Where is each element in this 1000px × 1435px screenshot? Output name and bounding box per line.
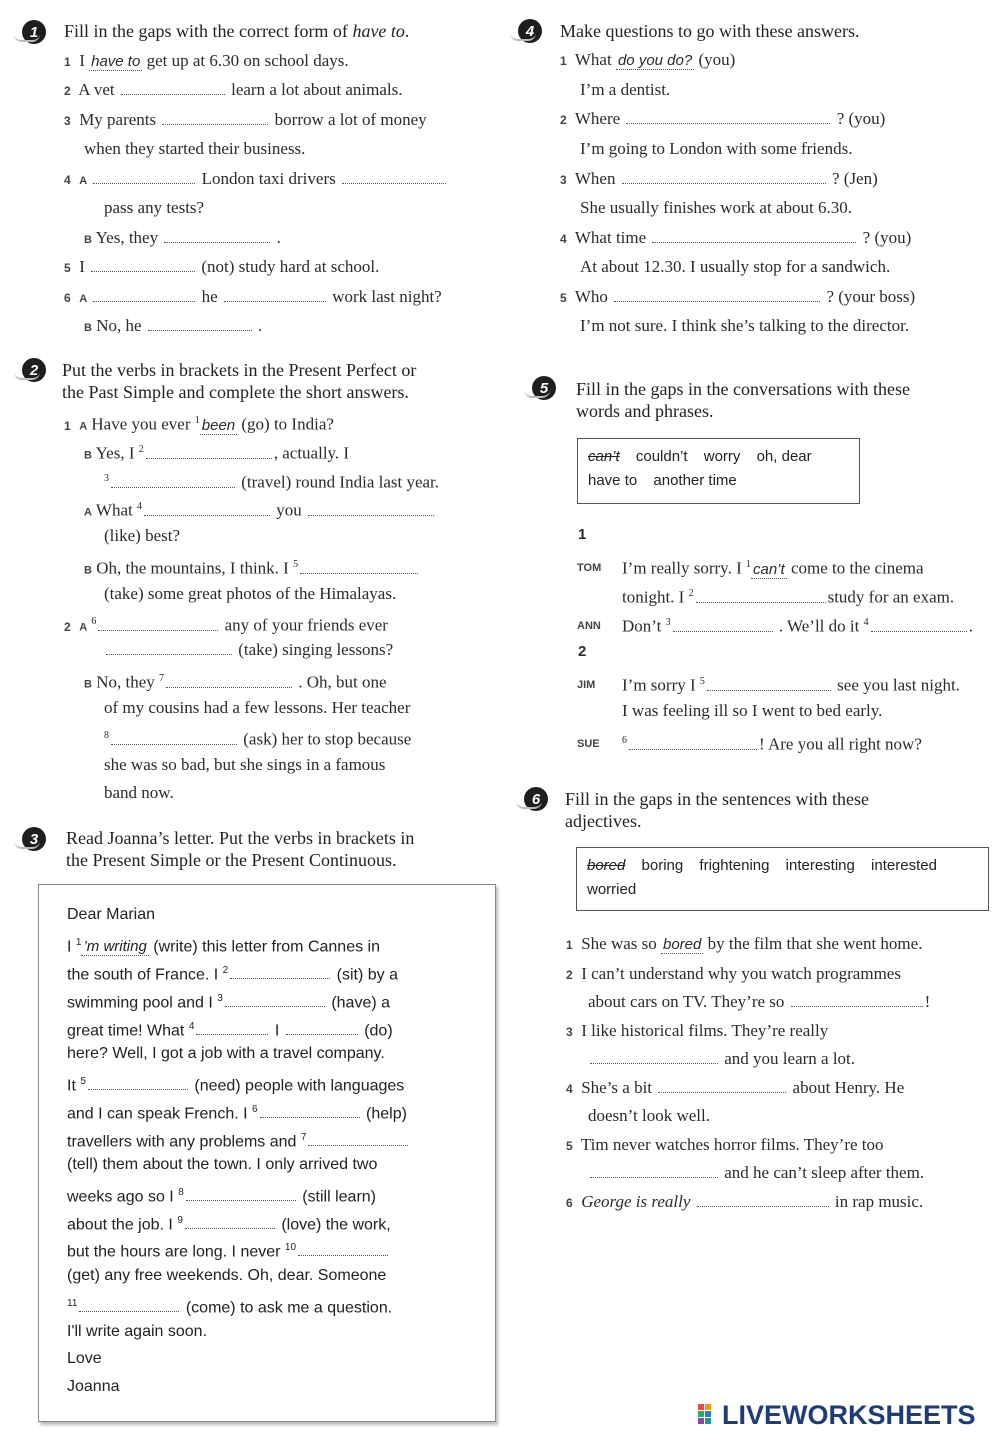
ex1-item-6a: 6 A he work last night? (64, 287, 442, 306)
answer-gap[interactable] (106, 640, 232, 655)
exercise-2-title: Put the verbs in brackets in the Present Perfect or the Past Simple and complete the short answers. (62, 360, 417, 402)
answer-gap[interactable] (93, 287, 195, 302)
word-option: worry (703, 448, 741, 465)
letter-line: here? Well, I got a job with a travel company. (67, 1045, 385, 1062)
ex1-item-6b: B No, he . (84, 316, 263, 335)
answer-gap[interactable] (658, 1078, 786, 1093)
answer-example: have to (91, 53, 141, 70)
ex6-s6: 6 George is really in rap music. (566, 1192, 924, 1211)
answer-gap[interactable] (707, 676, 831, 691)
ex5-j2: I was feeling ill so I went to bed early. (622, 701, 883, 720)
word-option: interesting (785, 857, 855, 874)
exercise-6-title: Fill in the gaps in the sentences with these adjectives. (565, 789, 869, 831)
answer-gap[interactable] (166, 673, 292, 688)
badge-swoosh (14, 372, 40, 380)
answer-gap[interactable] (791, 992, 923, 1007)
answer-gap[interactable] (308, 501, 434, 516)
ex6-s2: 2 I can’t understand why you watch programmes (566, 964, 901, 983)
letter-line: but the hours are long. I never $^{10}$ (67, 1238, 390, 1262)
badge-swoosh (510, 33, 536, 41)
letter-line: the south of France. I $^2$ (sit) by a (67, 965, 399, 984)
letter-line: I $^1$ ’m writing (write) this letter from Cannes in (67, 937, 380, 956)
letter-greeting: Dear Marian (67, 906, 156, 923)
answer-gap[interactable] (614, 287, 820, 302)
ex1-item-2: 2 A vet learn a lot about animals. (64, 80, 403, 99)
ex1-item-3: 3 My parents borrow a lot of money (64, 110, 427, 129)
liveworksheets-logo[interactable]: LIVEWORKSHEETS (722, 1400, 976, 1430)
word-option: another time (653, 472, 737, 489)
answer-gap[interactable] (111, 730, 237, 745)
ex6-s3-cont: and you learn a lot. (588, 1049, 855, 1069)
conversation-number: 1 (578, 526, 587, 543)
exercise-number-badge: 2 (22, 358, 46, 382)
ex5-n1: Don’t $^3$ . We’ll do it $^4$ . (622, 616, 973, 636)
exercise-1-title: Fill in the gaps with the correct form of have to. (64, 21, 410, 41)
word-option: worried (587, 881, 637, 898)
badge-swoosh (14, 34, 40, 42)
ex2-d1: 1 A Have you ever $^1$ been (go) to India? (64, 414, 334, 434)
ex2-e4: of my cousins had a few lessons. Her teacher (104, 698, 411, 717)
letter-line: great time! What $^4$ I (do) (67, 1021, 393, 1040)
ex6-s4-cont: doesn’t look well. (588, 1106, 710, 1125)
answer-gap[interactable] (185, 1214, 275, 1229)
exercise-number-badge: 1 (22, 20, 46, 44)
ex1-item-4a: 4 A London taxi drivers (64, 169, 448, 191)
answer-gap[interactable] (286, 1020, 358, 1035)
answer-gap[interactable] (144, 501, 270, 516)
answer-gap[interactable] (298, 1241, 388, 1256)
ex4-q5: 5 Who ? (your boss) (560, 287, 916, 306)
answer-gap[interactable] (590, 1163, 718, 1178)
ex2-d7: (take) some great photos of the Himalayas. (104, 584, 397, 603)
word-option: frightening (699, 857, 770, 874)
speaker-label: SUE (577, 738, 600, 750)
ex6-s1: 1 She was so bored by the film that she went home. (566, 934, 923, 953)
answer-gap[interactable] (93, 169, 195, 184)
ex4-a5: I’m not sure. I think she’s talking to the director. (580, 316, 910, 335)
answer-gap[interactable] (91, 257, 195, 272)
word-option: oh, dear (756, 448, 812, 465)
ex4-a2: I’m going to London with some friends. (580, 139, 853, 158)
ex6-s3: 3 I like historical films. They’re really (566, 1021, 829, 1040)
word-option: boring (641, 857, 684, 874)
answer-gap[interactable] (230, 964, 330, 979)
answer-gap[interactable] (626, 109, 830, 124)
ex5-s1: $^6$ ! Are you all right now? (622, 734, 922, 754)
answer-gap[interactable] (186, 1186, 296, 1201)
answer-gap[interactable] (590, 1049, 718, 1064)
ex2-e1: 2 A $^6$ any of your friends ever (64, 615, 388, 635)
ex6-s5-cont: and he can’t sleep after them. (588, 1163, 924, 1183)
answer-gap[interactable] (652, 228, 856, 243)
letter-line: swimming pool and I $^3$ (have) a (67, 993, 391, 1012)
answer-gap[interactable] (260, 1103, 360, 1118)
letter-line: and I can speak French. I $^6$ (help) (67, 1104, 407, 1123)
ex6-s2-cont: about cars on TV. They’re so ! (588, 992, 931, 1011)
letter-line: Love (67, 1350, 102, 1367)
letter-line: (get) any free weekends. Oh, dear. Someone (67, 1267, 387, 1284)
ex5-j1: I’m sorry I $^5$ see you last night. (622, 675, 960, 695)
letter-line: (tell) them about the town. I only arrived two (67, 1156, 378, 1173)
letter-line: I'll write again soon. (67, 1323, 208, 1340)
answer-gap[interactable] (88, 1075, 188, 1090)
ex1-item-1: 1 I have to get up at 6.30 on school days. (64, 51, 349, 70)
word-option: have to (588, 472, 638, 489)
ex1-item-4a-cont: pass any tests? (104, 198, 205, 217)
ex2-e6: she was so bad, but she sings in a famous (104, 755, 386, 774)
answer-gap[interactable] (98, 616, 218, 631)
ex2-e3: B No, they $^7$ . Oh, but one (84, 672, 387, 692)
answer-gap[interactable] (308, 1131, 408, 1146)
answer-gap[interactable] (342, 169, 446, 184)
word-used: can’t (588, 448, 620, 465)
badge-swoosh (516, 801, 542, 809)
word-used: bored (587, 857, 626, 874)
exercise-number-badge: 4 (518, 19, 542, 43)
exercise-5-title: Fill in the gaps in the conversations with these words and phrases. (576, 379, 910, 421)
ex1-item-3-cont: when they started their business. (84, 139, 306, 158)
word-box (576, 847, 989, 911)
answer-gap[interactable] (79, 1297, 179, 1312)
ex2-d3: $^3$ (travel) round India last year. (104, 472, 440, 492)
ex4-q2: 2 Where ? (you) (560, 109, 886, 128)
answer-gap[interactable] (696, 588, 826, 603)
ex2-e5: $^8$ (ask) her to stop because (104, 729, 412, 749)
answer-gap[interactable] (871, 617, 967, 632)
answer-gap[interactable] (111, 473, 235, 488)
word-option: interested (871, 857, 937, 874)
answer-gap[interactable] (162, 110, 268, 125)
answer-gap[interactable] (196, 1020, 268, 1035)
letter-signature: Joanna (67, 1378, 120, 1395)
ex4-a3: She usually finishes work at about 6.30. (580, 198, 852, 217)
letter-line: weeks ago so I $^8$ (still learn) (67, 1187, 376, 1206)
ex4-q1: 1 What do you do? (you) (560, 50, 736, 69)
ex1-item-5: 5 I (not) study hard at school. (64, 257, 380, 276)
ex6-s5: 5 Tim never watches horror films. They’re too (566, 1135, 884, 1154)
answer-gap[interactable] (673, 617, 773, 632)
conversation-number: 2 (578, 643, 587, 660)
answer-gap[interactable] (146, 444, 272, 459)
speaker-label: JIM (577, 679, 596, 691)
speaker-label: ANN (577, 620, 601, 632)
exercise-3-title: Read Joanna’s letter. Put the verbs in brackets in the Present Simple or the Present Continuous. (66, 828, 415, 870)
exercise-number-badge: 6 (524, 787, 548, 811)
answer-gap[interactable] (697, 1192, 829, 1207)
answer-gap[interactable] (225, 992, 325, 1007)
answer-gap[interactable] (164, 228, 270, 243)
speaker-label: TOM (577, 562, 602, 574)
ex6-s4: 4 She’s a bit about Henry. He (566, 1078, 905, 1097)
ex2-e7: band now. (104, 783, 174, 802)
letter-line: $^{11}$ (come) to ask me a question. (67, 1298, 393, 1317)
letter-line: It $^5$ (need) people with languages (67, 1076, 405, 1095)
liveworksheets-logo-icon (698, 1404, 718, 1424)
ex2-d6: B Oh, the mountains, I think. I $^5$ (84, 555, 420, 581)
ex4-a1: I’m a dentist. (580, 80, 671, 99)
ex2-e2: (take) singing lessons? (104, 640, 393, 660)
ex1-item-4b: B Yes, they . (84, 228, 281, 247)
ex4-q3: 3 When ? (Jen) (560, 169, 878, 188)
answer-gap[interactable] (300, 559, 418, 574)
answer-gap[interactable] (622, 169, 826, 184)
ex2-d5: (like) best? (104, 526, 180, 545)
answer-gap[interactable] (148, 316, 252, 331)
exercise-4-title: Make questions to go with these answers. (560, 21, 860, 41)
letter-line: about the job. I $^9$ (love) the work, (67, 1215, 391, 1234)
exercise-number-badge: 5 (532, 376, 556, 400)
answer-gap[interactable] (629, 735, 757, 750)
ex5-t2: tonight. I $^2$ study for an exam. (622, 587, 955, 607)
ex4-a4: At about 12.30. I usually stop for a sandwich. (580, 257, 891, 276)
answer-gap[interactable] (224, 287, 326, 302)
ex4-q4: 4 What time ? (you) (560, 228, 912, 247)
exercise-number-badge: 3 (22, 827, 46, 851)
letter-line: travellers with any problems and $^7$ (67, 1128, 410, 1152)
word-option: couldn’t (635, 448, 688, 465)
answer-gap[interactable] (121, 80, 225, 95)
ex2-d4: A What $^4$ you (84, 497, 436, 523)
ex2-d2: B Yes, I $^2$ , actually. I (84, 443, 350, 463)
word-box (577, 438, 860, 504)
badge-swoosh (14, 841, 40, 849)
badge-swoosh (524, 390, 550, 398)
ex5-t1: I’m really sorry. I $^1$ can’t come to the cinema (622, 558, 924, 578)
